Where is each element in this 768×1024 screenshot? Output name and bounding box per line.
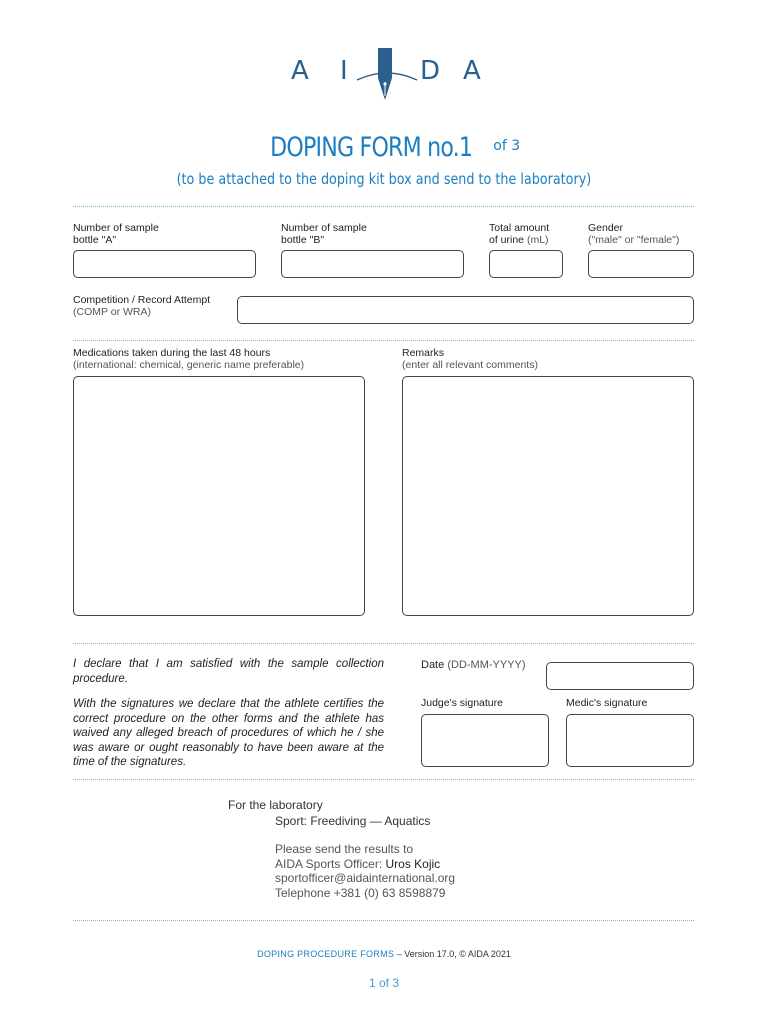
- declaration-satisfied: I declare that I am satisfied with the sample collection procedure.: [73, 658, 384, 685]
- gender-label: Gender ("male" or "female"): [588, 222, 680, 246]
- medic-signature-label: Medic's signature: [566, 697, 648, 709]
- date-label: Date (DD-MM-YYYY): [421, 659, 526, 671]
- form-title: [0, 132, 768, 163]
- divider: [73, 779, 694, 780]
- medications-field[interactable]: [73, 376, 365, 616]
- officer-telephone: Telephone +381 (0) 63 8598879: [275, 886, 446, 900]
- laboratory-sport: Sport: Freediving — Aquatics: [275, 814, 431, 828]
- remarks-field[interactable]: [402, 376, 694, 616]
- declaration-signatures: With the signatures we declare that the athlete certifies the correct procedure on the other forms and the athlete has waived any alleged breach of procedures of which he / she was aware or ought reasonably to have been aware at the time of the signatures.: [73, 698, 384, 768]
- sports-officer: AIDA Sports Officer: Uros Kojic: [275, 857, 441, 871]
- gender-field[interactable]: [588, 250, 694, 278]
- divider: [73, 340, 694, 341]
- medic-signature-field[interactable]: [566, 714, 694, 767]
- pen-nib-icon: [355, 44, 419, 106]
- send-results-text: Please send the results to: [275, 842, 414, 856]
- logo-letter-d: D: [420, 56, 441, 86]
- competition-field[interactable]: [237, 296, 694, 324]
- logo-letter-a2: A: [463, 56, 481, 86]
- form-subtitle: [0, 170, 768, 188]
- urine-amount-field[interactable]: [489, 250, 563, 278]
- form-title-text: DOPING FORM no.1: [270, 132, 473, 163]
- officer-email: sportofficer@aidainternational.org: [275, 871, 456, 885]
- remarks-label: Remarks (enter all relevant comments): [402, 347, 538, 371]
- logo-letter-a1: A: [291, 56, 309, 86]
- medications-label: Medications taken during the last 48 hours (international: chemical, generic name preferable): [73, 347, 305, 371]
- sample-b-label: Number of sample bottle "B": [281, 222, 367, 246]
- divider: [73, 206, 694, 207]
- sample-a-field[interactable]: [73, 250, 256, 278]
- laboratory-heading: For the laboratory: [228, 798, 323, 812]
- date-field[interactable]: [546, 662, 694, 690]
- judge-signature-field[interactable]: [421, 714, 549, 767]
- logo-letter-i: I: [340, 56, 348, 86]
- judge-signature-label: Judge's signature: [421, 697, 503, 709]
- sample-b-field[interactable]: [281, 250, 464, 278]
- divider: [73, 643, 694, 644]
- footer-version: DOPING PROCEDURE FORMS – Version 17.0, © AIDA 2021: [257, 949, 511, 959]
- urine-amount-label: Total amount of urine (mL): [489, 222, 550, 246]
- divider: [73, 920, 694, 921]
- sample-a-label: Number of sample bottle "A": [73, 222, 159, 246]
- competition-label: Competition / Record Attempt (COMP or WRA): [73, 294, 211, 318]
- form-subtitle-text: (to be attached to the doping kit box and send to the laboratory): [176, 170, 592, 188]
- page-number: 1 of 3: [368, 976, 400, 990]
- form-title-suffix: of 3: [493, 137, 521, 154]
